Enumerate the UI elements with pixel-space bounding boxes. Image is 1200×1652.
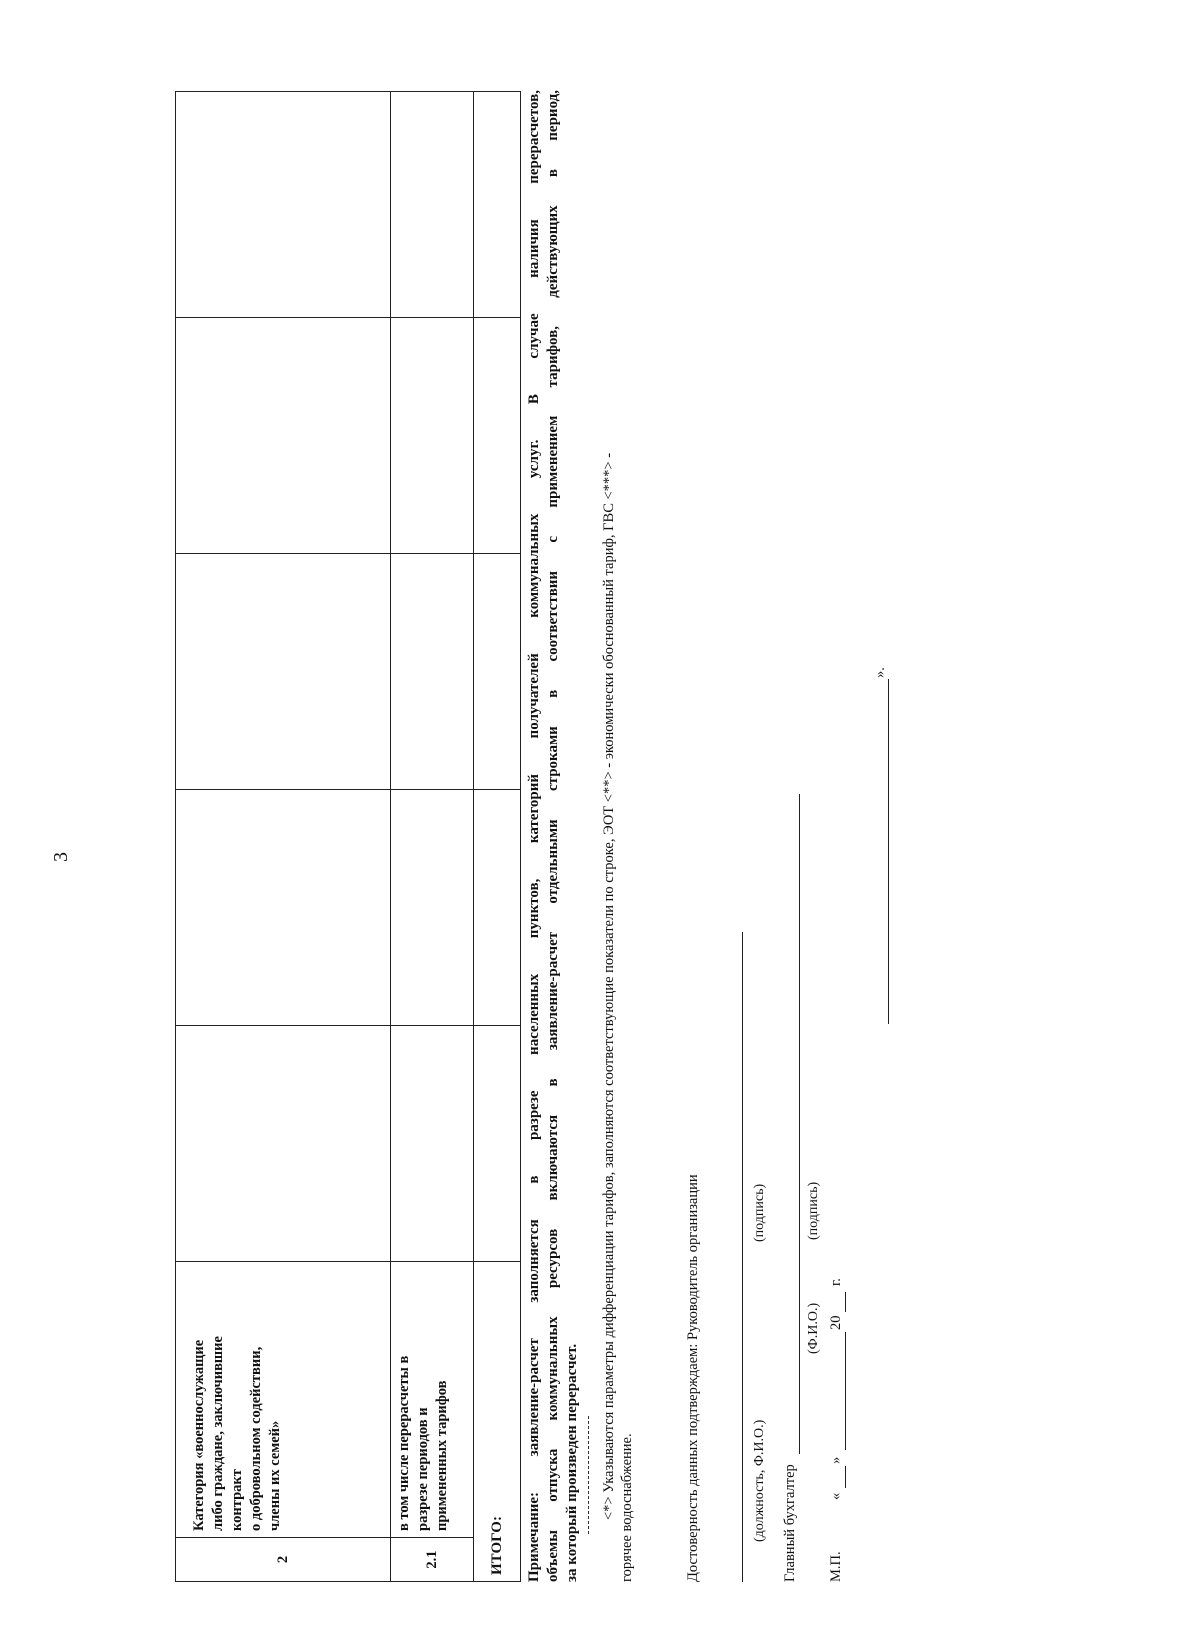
table-cell (391, 554, 474, 790)
closing-quote: ». (872, 667, 888, 678)
row-number: 2 (176, 1538, 391, 1582)
table-cell (474, 318, 521, 554)
fio-caption: (Ф.И.О.) (806, 1302, 821, 1354)
note-line: Примечание: заявление-расчет заполняется в разрезе населенных пунктов, категорий получателей коммунальных услуг. В случае наличия перерасчетов, (526, 90, 542, 1582)
chief-accountant-label: Главный бухгалтер (782, 1464, 798, 1582)
month-line (845, 1332, 846, 1450)
mp-label: М.П. (828, 1551, 844, 1582)
table-cell (176, 554, 391, 790)
certify-text: Достоверность данных подтверждаем: Руководитель организации (685, 1174, 701, 1582)
year-line (845, 1292, 846, 1312)
chief-accountant-line (799, 794, 800, 1454)
table-cell (474, 554, 521, 790)
table-cell (176, 318, 391, 554)
row-label: Категория «военнослужащие либо граждане, заключившие контракт о добровольном содействии, члены их семей» (176, 1262, 391, 1538)
table-cell (391, 1026, 474, 1262)
date-close-quote: » (828, 1456, 844, 1464)
footnote-line: горячее водоснабжение. (619, 1433, 635, 1582)
data-table (175, 91, 521, 1582)
signature-caption: (подпись) (806, 1181, 821, 1240)
row-number: 2.1 (391, 1538, 474, 1582)
day-line (845, 1466, 846, 1488)
total-label: ИТОГО: (474, 1262, 521, 1582)
table-cell (474, 92, 521, 318)
table-row (391, 92, 474, 1582)
table-row (176, 92, 391, 1582)
table-cell (474, 790, 521, 1026)
table-row-total (474, 92, 521, 1582)
table-cell (474, 1026, 521, 1262)
year-prefix: 20 (828, 1315, 844, 1330)
table-cell (176, 1026, 391, 1262)
table-cell (176, 790, 391, 1026)
footnote-separator (588, 1416, 589, 1534)
table-cell (391, 318, 474, 554)
footnote (600, 62, 636, 1582)
note-line: объемы отпуска коммунальных ресурсов включаются в заявление-расчет отдельными строками в соответствии с применением тарифов, действующих в период, (545, 90, 561, 1582)
page-number: 3 (50, 852, 72, 862)
table-cell (391, 790, 474, 1026)
footnote-line: <*> Указываются параметры дифференциации тарифов, заполняются соответствующие показатели по строке, ЭОТ <**> - экономически обоснованный тариф, ГВС <***> - (601, 452, 617, 1520)
table-cell (391, 92, 474, 318)
note-line: за который произведен перерасчет. (564, 1343, 580, 1582)
year-suffix: г. (828, 1278, 844, 1286)
closing-line (888, 679, 889, 1024)
signature-caption: (подпись) (752, 1183, 767, 1242)
position-fio-caption: (должность, Ф.И.О.) (752, 1419, 767, 1542)
table-cell (176, 92, 391, 318)
date-open-quote: « (828, 1492, 844, 1500)
row-label: в том числе перерасчеты в разрезе периодов и примененных тарифов (391, 1262, 474, 1538)
position-fio-line (742, 932, 743, 1582)
note (525, 90, 582, 1582)
